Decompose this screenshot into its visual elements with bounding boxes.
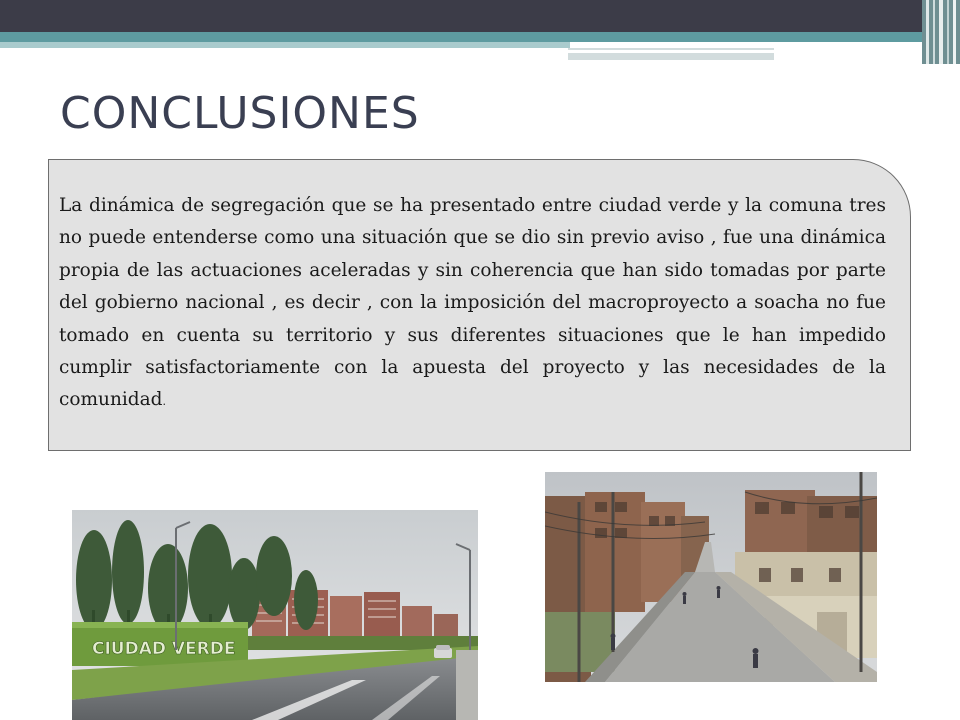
- conclusion-text-box: [48, 159, 911, 451]
- conclusion-paragraph: [59, 190, 886, 419]
- ciudad-verde-sign: CIUDAD VERDE: [92, 639, 236, 659]
- page-title: CONCLUSIONES: [60, 88, 420, 139]
- header-teal-bar: [0, 32, 960, 42]
- conclusion-end-mark: .: [162, 395, 167, 409]
- header-dark-bar: [0, 0, 960, 32]
- ciudad-verde-photo: [72, 510, 478, 720]
- header-white-line: [568, 50, 888, 53]
- header-light-teal-bar: [0, 42, 570, 48]
- comuna-tres-photo: [545, 472, 877, 682]
- conclusion-text: La dinámica de segregación que se ha presentado entre ciudad verde y la comuna tres no puede entenderse como una situación que se dio sin previo aviso , fue una dinámica propia de las actuaciones aceleradas y sin coherencia que han sido tomadas por parte del gobierno nacional , es decir , con la imposición del macroproyecto a soacha no fue tomado en cuenta su territorio y sus diferentes situaciones que le han impedido cumplir satisfactoriamente con la apuesta del proyecto y las necesidades de la comunidad: [59, 195, 886, 411]
- header-corner-lines: [922, 0, 960, 64]
